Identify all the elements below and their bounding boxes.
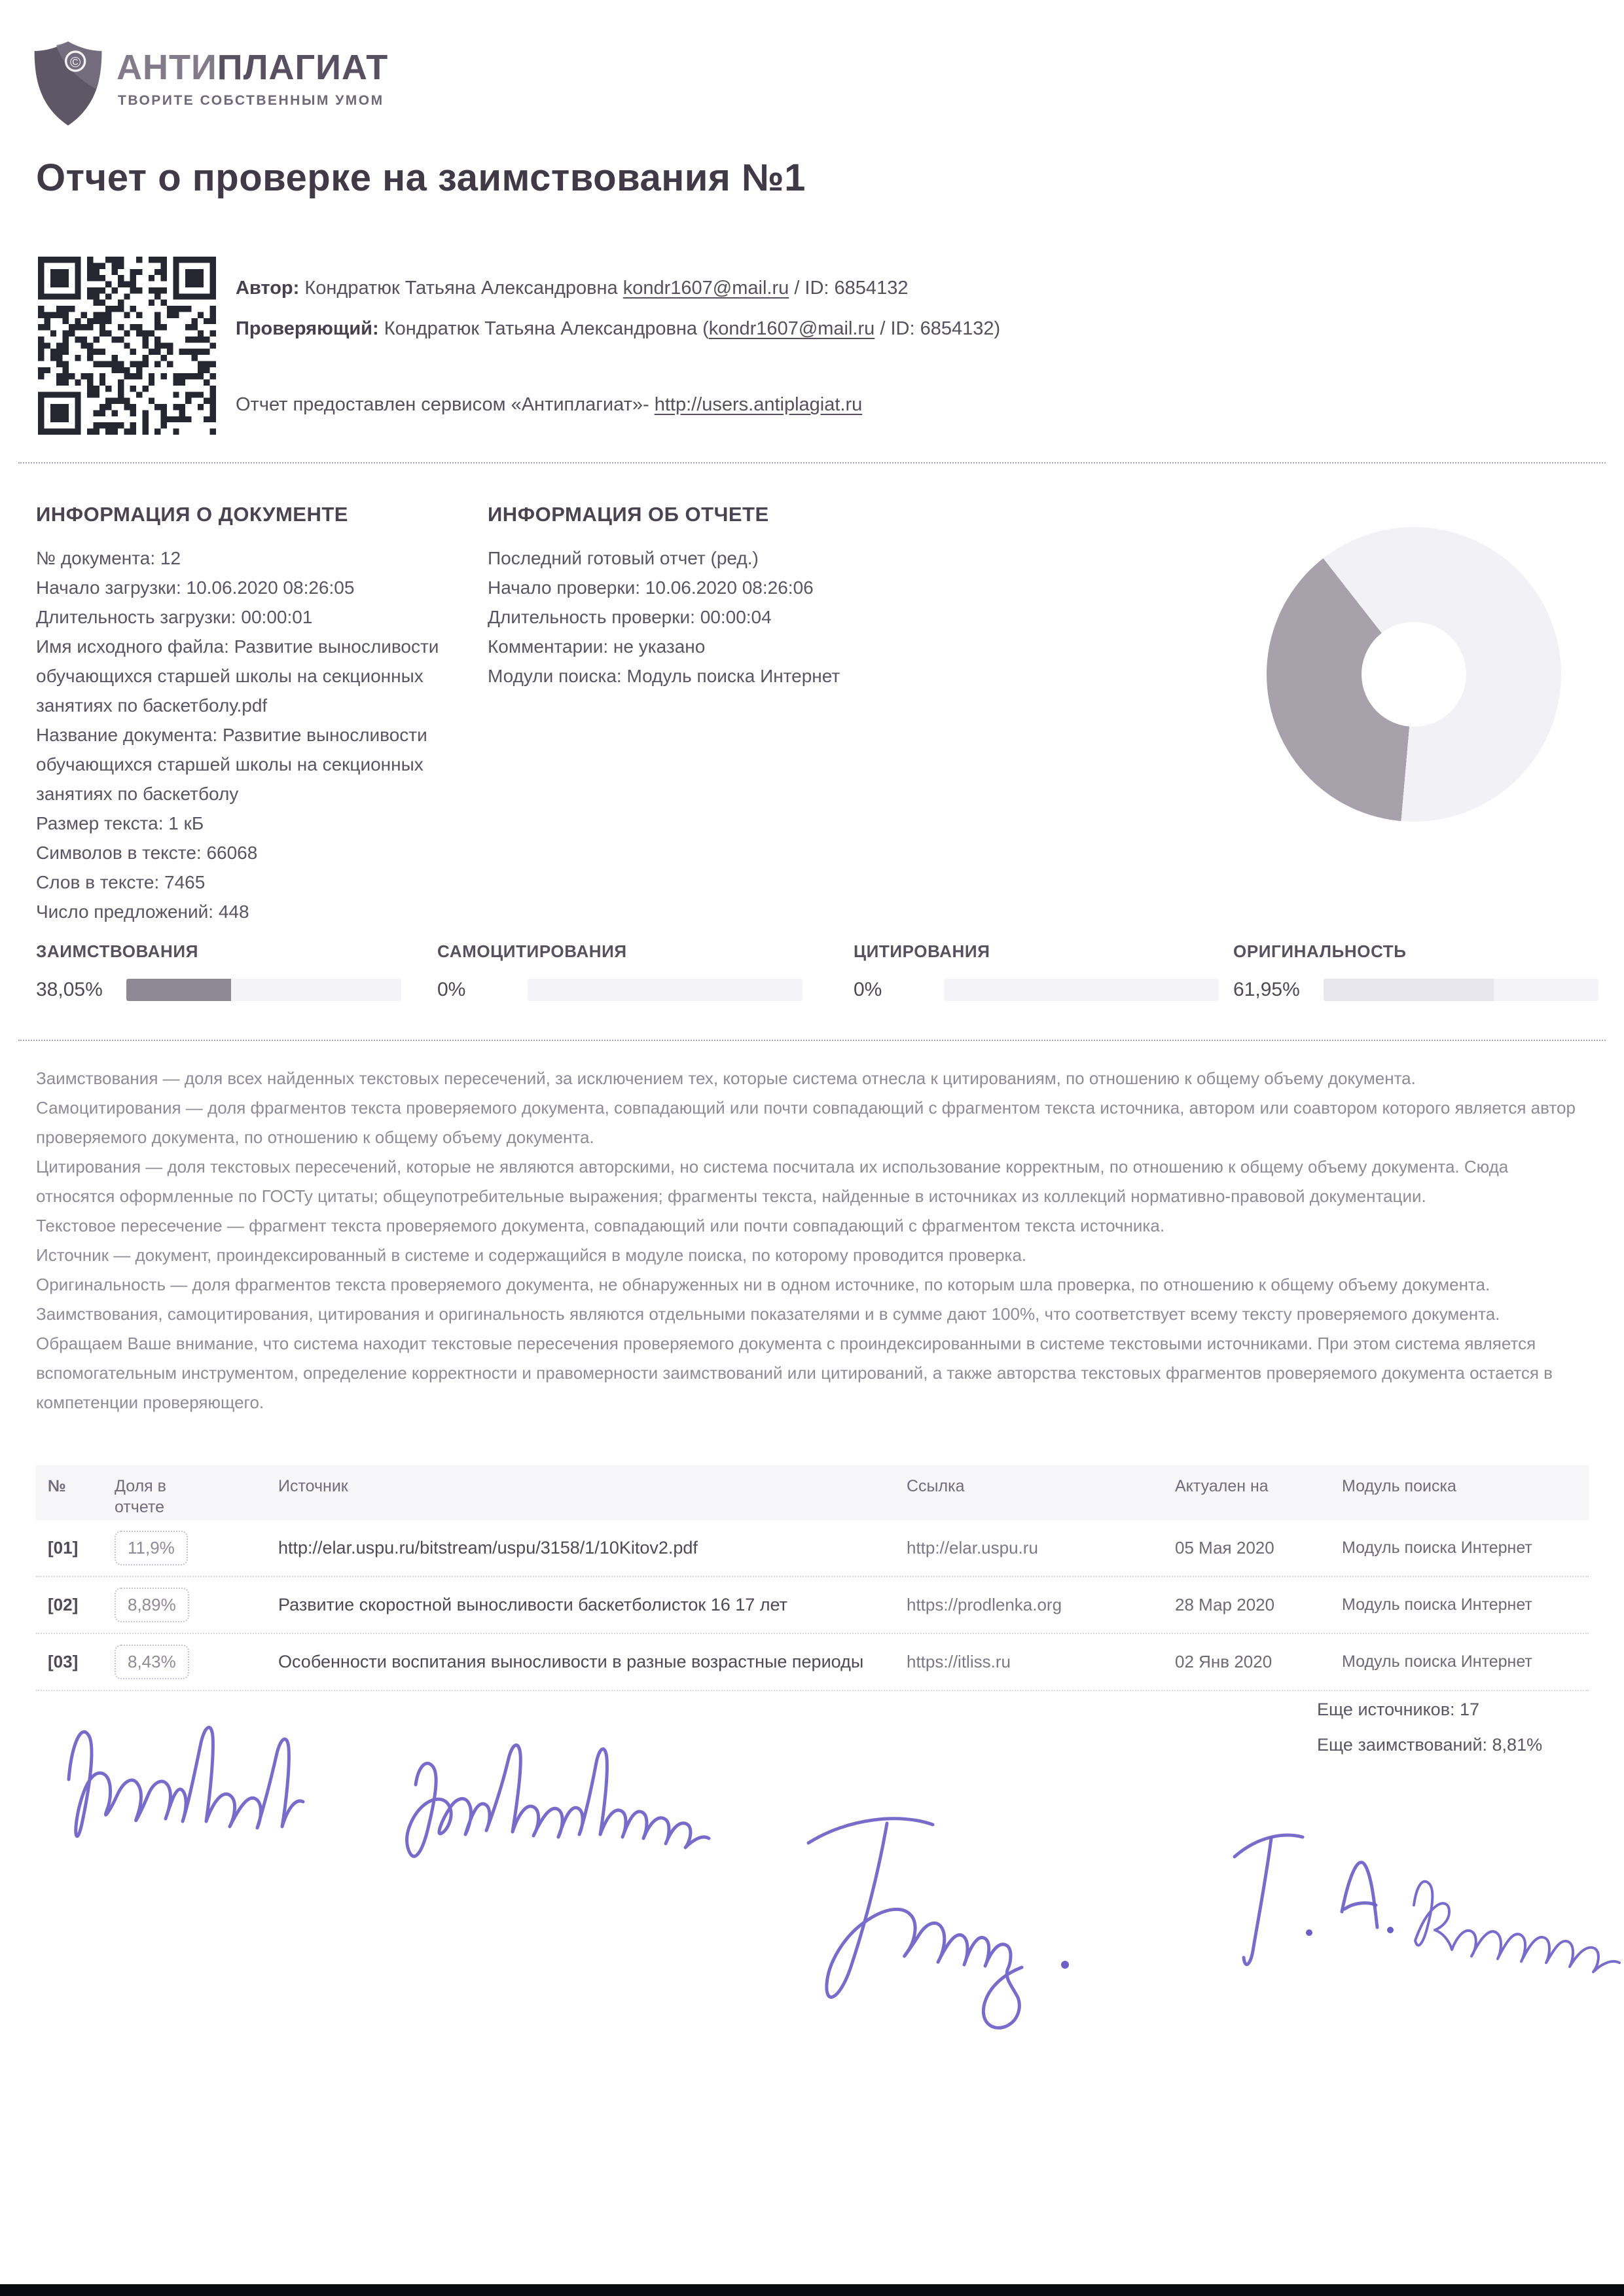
document-info-line: Символов в тексте: 66068 xyxy=(36,843,258,863)
stat-label: ОРИГИНАЛЬНОСТЬ xyxy=(1233,941,1407,961)
source-link[interactable]: https://itliss.ru xyxy=(907,1652,1011,1671)
source-row xyxy=(36,1577,1589,1634)
col-header-actual: Актуален на xyxy=(1175,1477,1269,1495)
col-header-link: Ссылка xyxy=(907,1477,965,1495)
reviewer-id: / ID: 6854132) xyxy=(875,318,1001,339)
document-info-line: Имя исходного файла: Развитие выносливости обучающихся старшей школы на секционных занятиях по баскетболу.pdf xyxy=(36,636,439,716)
source-num: [01] xyxy=(48,1538,79,1558)
stat-bar xyxy=(1324,979,1598,1001)
document-info-line: Слов в тексте: 7465 xyxy=(36,872,206,892)
document-info-section xyxy=(36,503,468,926)
service-line xyxy=(236,394,862,416)
col-header-share: Доля в отчете xyxy=(115,1477,166,1516)
source-num: [02] xyxy=(48,1595,79,1614)
stat-bar-fill xyxy=(126,979,231,1001)
stat-label: САМОЦИТИРОВАНИЯ xyxy=(437,941,627,961)
document-info-line: Размер текста: 1 кБ xyxy=(36,813,204,833)
document-info-lines xyxy=(36,543,468,926)
divider-top xyxy=(18,462,1606,464)
document-info-line: Длительность загрузки: 00:00:01 xyxy=(36,607,313,627)
glossary-paragraph: Оригинальность — доля фрагментов текста проверяемого документа, не обнаруженных ни в одном источнике, по которым шла проверка, по отношению к общему объему документа. xyxy=(36,1275,1490,1294)
stat-value: 0% xyxy=(854,979,882,1000)
glossary-paragraph: Обращаем Ваше внимание, что система находит текстовые пересечения проверяемого документа с проиндексированными в системе текстовыми источниками. При этом система является вспомогательным инструментом, определение корректности и правомерности заимствований или цитирований, а также авторства текстовых фрагментов проверяемого документа остается в компетенции проверяющего. xyxy=(36,1334,1553,1412)
source-share xyxy=(115,1531,278,1565)
document-info-line: Число предложений: 448 xyxy=(36,902,249,922)
source-num: [03] xyxy=(48,1652,79,1671)
document-info-line: № документа: 12 xyxy=(36,548,181,568)
glossary-paragraph: Текстовое пересечение — фрагмент текста проверяемого документа, совпадающий или почти совпадающий с фрагментом текста источника. xyxy=(36,1216,1165,1235)
document-info-line: Название документа: Развитие выносливости обучающихся старшей школы на секционных занятиях по баскетболу xyxy=(36,725,427,804)
scan-bottom-strip xyxy=(0,2284,1624,2296)
source-title: Развитие скоростной выносливости баскетболисток 16 17 лет xyxy=(278,1595,788,1614)
source-module: Модуль поиска Интернет xyxy=(1342,1652,1532,1671)
antiplagiat-shield-logo-icon xyxy=(31,39,105,127)
report-info-section xyxy=(488,503,972,691)
source-actual-date: 28 Мар 2020 xyxy=(1175,1595,1275,1614)
report-info-heading: ИНФОРМАЦИЯ ОБ ОТЧЕТЕ xyxy=(488,503,769,526)
brand-tagline: ТВОРИТЕ СОБСТВЕННЫМ УМОМ xyxy=(118,93,384,108)
stat-bar-fill xyxy=(1324,979,1494,1001)
more-sources: Еще источников: 17 xyxy=(1317,1700,1480,1719)
stat-label: ЗАИМСТВОВАНИЯ xyxy=(36,941,198,961)
supervisor-handwriting xyxy=(49,1669,769,1866)
source-share-badge: 11,9% xyxy=(115,1531,188,1565)
source-row xyxy=(36,1520,1589,1577)
glossary-paragraph: Источник — документ, проиндексированный в системе и содержащийся в модуле поиска, по которому проводится проверка. xyxy=(36,1245,1027,1265)
document-info-heading: ИНФОРМАЦИЯ О ДОКУМЕНТЕ xyxy=(36,503,348,526)
reviewer-signature-short xyxy=(769,1791,1096,2052)
source-actual-date: 02 Янв 2020 xyxy=(1175,1652,1272,1671)
brand-name-anti: АНТИ xyxy=(117,48,217,87)
author-id: / ID: 6854132 xyxy=(789,278,909,299)
author-label: Автор: xyxy=(236,278,305,299)
reviewer-line xyxy=(236,318,1000,340)
brand-name-plagiat: ПЛАГИАТ xyxy=(217,48,389,87)
source-share-badge: 8,43% xyxy=(115,1645,189,1679)
service-url-link[interactable]: http://users.antiplagiat.ru xyxy=(654,394,863,415)
report-info-line: Модули поиска: Модуль поиска Интернет xyxy=(488,666,840,686)
stat-bar xyxy=(944,979,1219,1001)
donut-hole xyxy=(1362,622,1466,727)
report-info-line: Начало проверки: 10.06.2020 08:26:06 xyxy=(488,577,814,598)
divider-middle xyxy=(18,1040,1606,1041)
stat-оригинальность xyxy=(1233,941,1624,1001)
report-meta xyxy=(236,278,1348,448)
source-link[interactable]: http://elar.uspu.ru xyxy=(907,1538,1038,1558)
source-title: Особенности воспитания выносливости в разные возрастные периоды xyxy=(278,1652,864,1671)
reviewer-name: Кондратюк Татьяна Александровна ( xyxy=(384,318,709,339)
author-email-link[interactable]: kondr1607@mail.ru xyxy=(623,278,789,299)
source-share-badge: 8,89% xyxy=(115,1588,189,1622)
stat-value: 61,95% xyxy=(1233,979,1300,1000)
reviewer-email-link[interactable]: kondr1607@mail.ru xyxy=(708,318,875,339)
page-title: Отчет о проверке на заимствования №1 xyxy=(36,156,806,199)
glossary-paragraph: Самоцитирования — доля фрагментов текста проверяемого документа, совпадающий или почти совпадающий с фрагментом текста источника, автором или соавтором которого является автор проверяемого документа, по отношению к общему объему документа. xyxy=(36,1098,1576,1147)
author-name: Кондратюк Татьяна Александровна xyxy=(304,278,623,299)
report-info-lines xyxy=(488,543,972,691)
glossary-paragraph: Заимствования, самоцитирования, цитирования и оригинальность являются отдельными показателями и в сумме дают 100%, что соответствует всему тексту проверяемого документа. xyxy=(36,1304,1500,1324)
stat-value: 0% xyxy=(437,979,466,1000)
brand-name xyxy=(117,47,388,88)
stat-label: ЦИТИРОВАНИЯ xyxy=(854,941,990,961)
report-info-line: Последний готовый отчет (ред.) xyxy=(488,548,759,568)
sources-table-body xyxy=(36,1520,1589,1691)
report-info-line: Комментарии: не указано xyxy=(488,636,706,657)
col-header-num: № xyxy=(48,1477,66,1495)
author-line xyxy=(236,278,908,299)
svg-text:©: © xyxy=(69,54,81,71)
reviewer-signature-full xyxy=(1211,1794,1624,2016)
glossary-paragraph: Цитирования — доля текстовых пересечений, которые не являются авторскими, но система посчитала их использование корректным, по отношению к общему объему документа. Сюда относятся оформленные по ГОСТу цитаты; общеупотребительные выражения; фрагменты текста, найденные в источниках из коллекций нормативно-правовой документации. xyxy=(36,1157,1509,1206)
stat-самоцитирования xyxy=(437,941,830,1001)
col-header-module: Модуль поиска xyxy=(1342,1477,1456,1495)
glossary-text xyxy=(36,1064,1589,1417)
stat-заимствования xyxy=(36,941,429,1001)
source-share xyxy=(115,1588,278,1622)
source-actual-date: 05 Мая 2020 xyxy=(1175,1538,1274,1558)
reviewer-label: Проверяющий: xyxy=(236,318,384,339)
stat-value: 38,05% xyxy=(36,979,103,1000)
qr-code xyxy=(38,257,216,435)
sources-table-header xyxy=(36,1465,1589,1520)
report-info-line: Длительность проверки: 00:00:04 xyxy=(488,607,772,627)
service-note: Отчет предоставлен сервисом «Антиплагиат»- xyxy=(236,394,655,415)
report-share-donut-chart xyxy=(1267,527,1561,822)
document-info-line: Начало загрузки: 10.06.2020 08:26:05 xyxy=(36,577,355,598)
source-module: Модуль поиска Интернет xyxy=(1342,1595,1532,1614)
stat-цитирования xyxy=(854,941,1246,1001)
source-title: http://elar.uspu.ru/bitstream/uspu/3158/1/10Kitov2.pdf xyxy=(278,1538,698,1558)
col-header-source: Источник xyxy=(278,1477,348,1495)
stat-bar xyxy=(528,979,803,1001)
more-borrowings: Еще заимствований: 8,81% xyxy=(1317,1735,1543,1755)
sources-table xyxy=(36,1465,1589,1691)
source-module: Модуль поиска Интернет xyxy=(1342,1539,1532,1557)
stat-bar xyxy=(126,979,401,1001)
source-link[interactable]: https://prodlenka.org xyxy=(907,1595,1062,1614)
glossary-paragraph: Заимствования — доля всех найденных текстовых пересечений, за исключением тех, которые система отнесла к цитированиям, по отношению к общему объему документа. xyxy=(36,1068,1416,1088)
more-totals xyxy=(1317,1692,1542,1762)
